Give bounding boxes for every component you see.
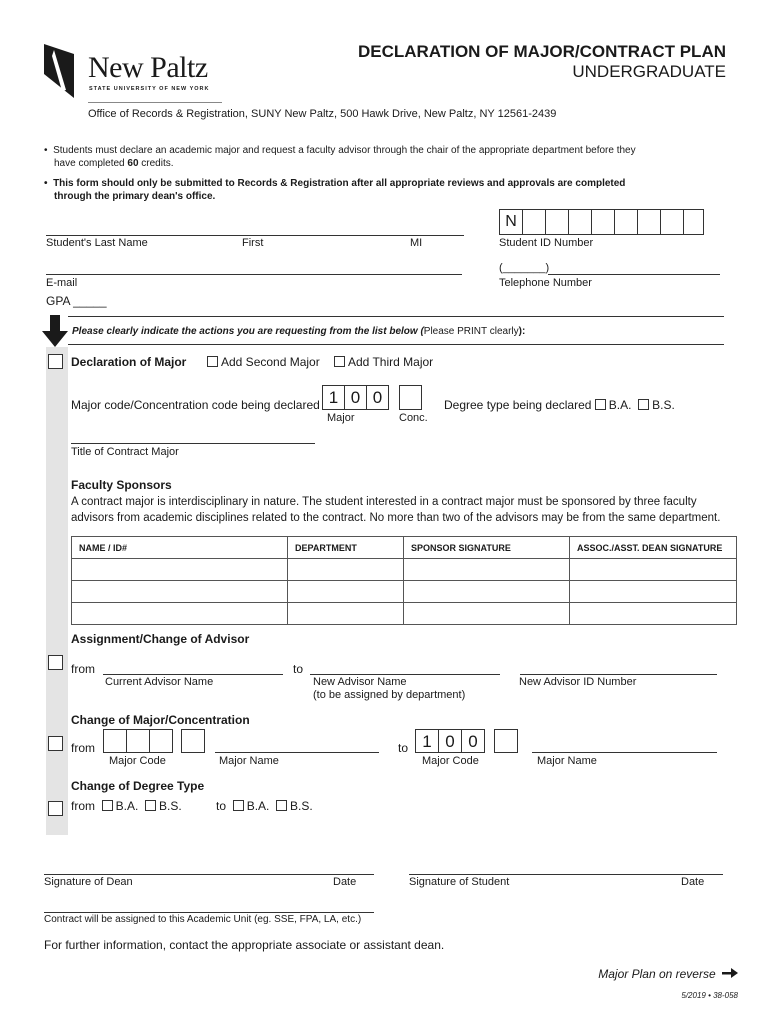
advisor-heading: Assignment/Change of Advisor [71,632,250,646]
dean-signature-field[interactable] [44,874,374,875]
table-row [72,603,737,625]
sponsors-table [71,536,737,625]
major-code-digit[interactable]: 0 [366,385,389,410]
from-major-name-field[interactable] [215,752,379,753]
instruction-1: • Students must declare an academic major and request a faculty advisor through the chair of the appropriate department before they have completed 60 credits. [44,145,636,169]
to-ba-checkbox[interactable] [233,800,244,811]
form-id: 5/2019 • 38-058 [681,991,738,1000]
to-code-digit[interactable]: 0 [461,729,485,753]
declaration-checkbox[interactable] [48,354,63,369]
new-advisor-note: (to be assigned by department) [313,689,466,701]
to-code-digit[interactable]: 0 [438,729,462,753]
to-code-digit[interactable]: 1 [415,729,439,753]
email-label: E-mail [46,277,78,289]
new-advisor-id-label: New Advisor ID Number [519,676,637,688]
declaration-label: Declaration of Major [71,355,187,369]
major-name-label: Major Name [219,755,279,767]
from-conc-box[interactable] [181,729,205,753]
degree-type-heading: Change of Degree Type [71,779,205,793]
action-sidebar [46,347,68,835]
major-code-label: Major Code [109,755,166,767]
conc-label: Conc. [399,412,428,424]
degree-type-checkbox[interactable] [48,801,63,816]
conc-code-box[interactable] [399,385,422,410]
major-code-label: Major Code [422,755,479,767]
from-code-box[interactable] [103,729,127,753]
logo-subtext: STATE UNIVERSITY OF NEW YORK [89,86,210,92]
instruction-2: • This form should only be submitted to Records & Registration after all appropriate reviews and approvals are completed through the primary dean's office. [44,178,626,202]
column-header: ASSOC./ASST. DEAN SIGNATURE [570,537,737,559]
add-second-major-option[interactable]: Add Second Major [207,355,320,369]
major-code-digit[interactable]: 0 [344,385,367,410]
student-date-label: Date [681,876,705,888]
dean-signature-label: Signature of Dean [44,876,133,888]
from-code-box[interactable] [126,729,150,753]
logo-wordmark: New Paltz [88,51,208,84]
column-header: NAME / ID# [72,537,288,559]
from-label: from [71,662,95,676]
from-ba-checkbox[interactable] [102,800,113,811]
page-subtitle: UNDERGRADUATE [572,62,726,81]
from-label: from [71,741,95,755]
degree-from-row: from B.A. B.S. [71,799,182,813]
contract-title-label: Title of Contract Major [71,446,179,458]
current-advisor-field[interactable] [103,674,283,675]
student-signature-label: Signature of Student [409,876,510,888]
right-arrow-icon [722,968,738,978]
student-name-field[interactable] [46,235,464,236]
change-major-heading: Change of Major/Concentration [71,713,250,727]
reverse-note: Major Plan on reverse [598,967,738,981]
change-major-checkbox[interactable] [48,736,63,751]
id-prefix: N [500,210,523,234]
new-advisor-field[interactable] [310,674,500,675]
university-logo-mark [44,44,84,98]
to-label: to [293,662,304,676]
to-major-name-field[interactable] [532,752,717,753]
add-second-checkbox[interactable] [207,356,218,367]
add-third-major-option[interactable]: Add Third Major [334,355,433,369]
table-row [72,559,737,581]
dean-date-label: Date [333,876,357,888]
add-third-checkbox[interactable] [334,356,345,367]
degree-to-row: to B.A. B.S. [216,799,313,813]
phone-label: Telephone Number [499,277,592,289]
sponsors-text: A contract major is interdisciplinary in nature. The student interested in a contract major must be sponsored by three faculty advisors from academic disciplines related to the contract. No more than two of the advisors may be from the same department. [71,496,721,524]
new-advisor-id-field[interactable] [520,674,717,675]
phone-area-code: (_______) [499,262,550,274]
gpa-field[interactable]: GPA _____ [46,294,107,308]
column-header: DEPARTMENT [288,537,404,559]
last-name-label: Student's Last Name [46,237,148,249]
table-header-row [72,537,737,559]
ba-checkbox[interactable] [595,399,606,410]
actions-prompt: Please clearly indicate the actions you are requesting from the list below (Please PRINT clearly): [72,326,526,337]
further-info-text: For further information, contact the appropriate associate or assistant dean. [44,938,445,952]
advisor-checkbox[interactable] [48,655,63,670]
mi-label: MI [410,237,423,249]
degree-type-row: Degree type being declared B.A. B.S. [444,398,675,412]
student-id-field[interactable] [499,209,704,235]
from-code-box[interactable] [149,729,173,753]
current-advisor-label: Current Advisor Name [105,676,214,688]
to-bs-checkbox[interactable] [276,800,287,811]
table-row [72,581,737,603]
office-address: Office of Records & Registration, SUNY New Paltz, 500 Hawk Drive, New Paltz, NY 12561-2439 [88,108,557,120]
academic-unit-label: Contract will be assigned to this Academic Unit (eg. SSE, FPA, LA, etc.) [44,914,362,925]
student-id-label: Student ID Number [499,237,594,249]
first-name-label: First [242,237,264,249]
sponsors-heading: Faculty Sponsors [71,478,172,492]
down-arrow-icon [42,315,68,347]
from-bs-checkbox[interactable] [145,800,156,811]
contract-title-field[interactable] [71,443,315,444]
to-conc-box[interactable] [494,729,518,753]
major-label: Major [327,412,355,424]
email-field[interactable] [46,274,462,275]
academic-unit-field[interactable] [44,912,374,913]
to-label: to [398,741,409,755]
column-header: SPONSOR SIGNATURE [404,537,570,559]
major-name-label: Major Name [537,755,597,767]
page-title: DECLARATION OF MAJOR/CONTRACT PLAN [358,42,726,61]
code-label: Major code/Concentration code being declared [71,398,320,412]
student-signature-field[interactable] [409,874,723,875]
bs-checkbox[interactable] [638,399,649,410]
new-advisor-label: New Advisor Name [313,676,407,688]
major-code-digit[interactable]: 1 [322,385,345,410]
phone-field[interactable] [548,274,720,275]
